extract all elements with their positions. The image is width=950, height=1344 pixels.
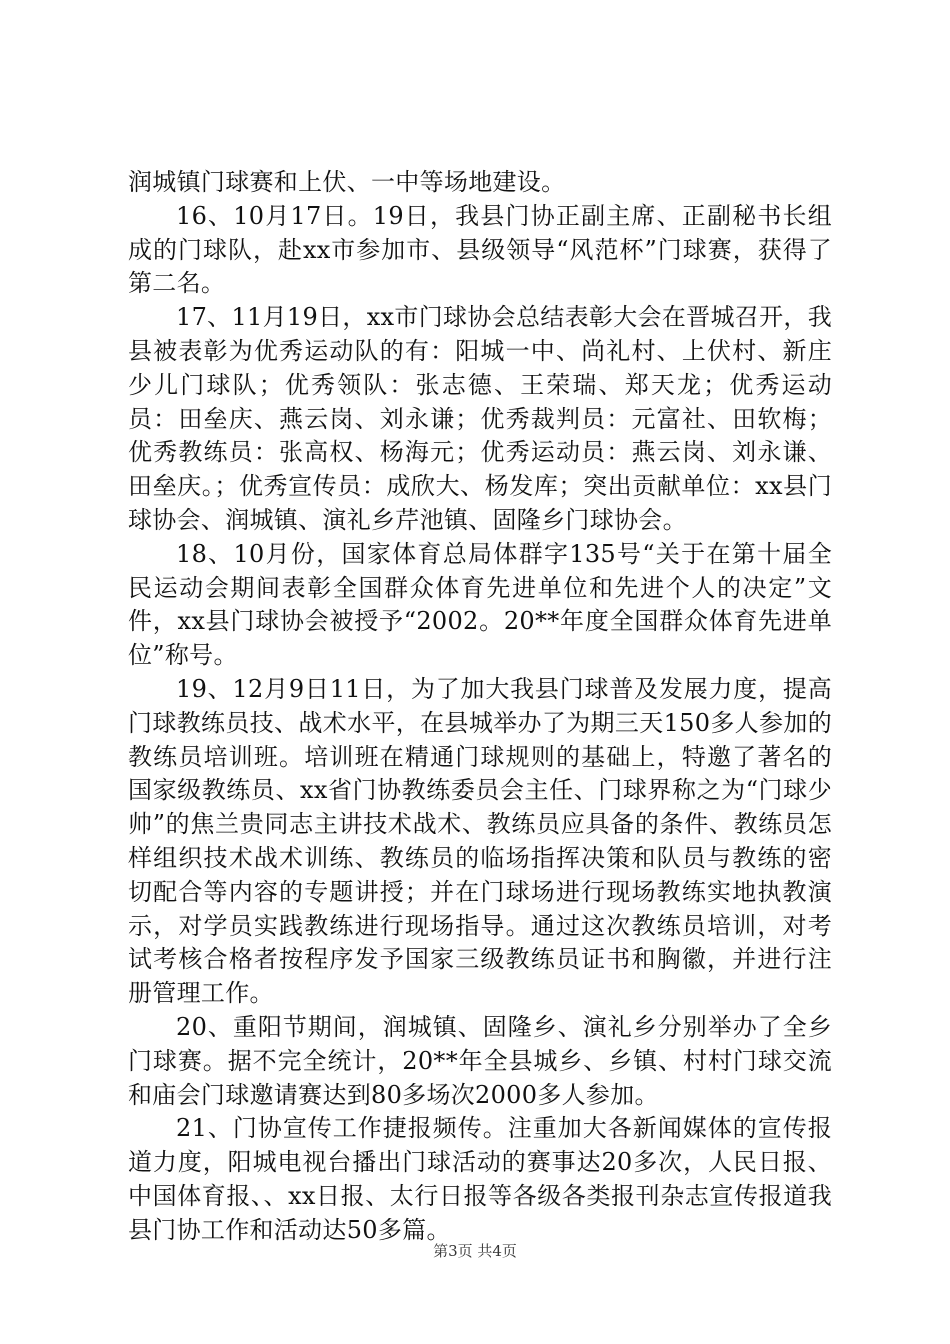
page-number-footer: 第3页 共4页 [433, 1242, 517, 1260]
paragraph-5: 19、12月9日11日，为了加大我县门球普及发展力度，提高门球教练员技、战术水平，在县城举办了为期三天150多人参加的教练员培训班。培训班在精通门球规则的基础上，特邀了著名的国家级教练员、xx省门协教练委员会主任、门球界称之为“门球少帅”的焦兰贵同志主讲技术战术、教练员应具备的条件、教练员怎样组织技术战术训练、教练员的临场指挥决策和队员与教练的密切配合等内容的专题讲授；并在门球场进行现场教练实地执教演示，对学员实践教练进行现场指导。通过这次教练员培训，对考试考核合格者按程序发予国家三级教练员证书和胸徽，并进行注册管理工作。 [128, 674, 832, 1008]
paragraph-6: 20、重阳节期间，润城镇、固隆乡、演礼乡分别举办了全乡门球赛。据不完全统计，20**年全县城乡、乡镇、村村门球交流和庙会门球邀请赛达到80多场次2000多人参加。 [128, 1012, 832, 1109]
paragraph-2: 16、10月17日。19日，我县门协正副主席、正副秘书长组成的门球队，赴xx市参加市、县级领导“风范杯”门球赛，获得了第二名。 [128, 201, 832, 298]
paragraph-1: 润城镇门球赛和上伏、一中等场地建设。 [128, 168, 566, 196]
paragraph-3: 17、11月19日，xx市门球协会总结表彰大会在晋城召开，我县被表彰为优秀运动队的有：阳城一中、尚礼村、上伏村、新庄少儿门球队；优秀领队：张志德、王荣瑞、郑天龙；优秀运动员：田垒庆、燕云岗、刘永谦；优秀裁判员：元富社、田软梅；优秀教练员：张高权、杨海元；优秀运动员：燕云岗、刘永谦、田垒庆。；优秀宣传员：成欣大、杨发库；突出贡献单位：xx县门球协会、润城镇、演礼乡芹池镇、固隆乡门球协会。 [128, 303, 832, 534]
paragraph-7: 21、门协宣传工作捷报频传。注重加大各新闻媒体的宣传报道力度，阳城电视台播出门球活动的赛事达20多次，人民日报、中国体育报、、xx日报、太行日报等各级各类报刊杂志宣传报道我县门协工作和活动达50多篇。 [128, 1114, 832, 1244]
document-body [128, 166, 832, 1248]
paragraph-4: 18、10月份，国家体育总局体群字135号“关于在第十届全民运动会期间表彰全国群众体育先进单位和先进个人的决定”文件，xx县门球协会被授予“2002。20**年度全国群众体育先进单位”称号。 [128, 539, 832, 670]
